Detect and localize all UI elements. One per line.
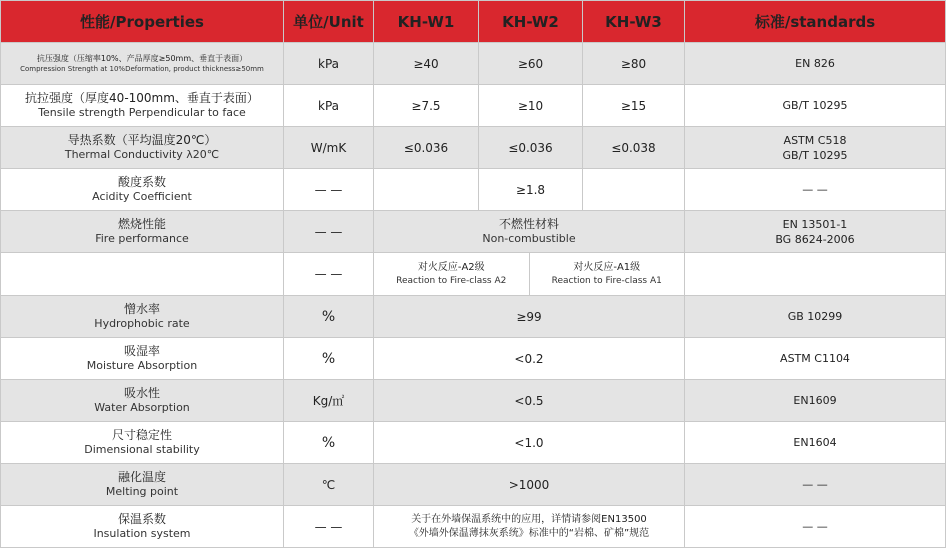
property-en: Acidity Coefficient: [92, 190, 192, 203]
reaction-class-split: [374, 253, 684, 295]
reaction-class-cell: [374, 253, 685, 296]
standard-line-2: BG 8624-2006: [775, 232, 855, 246]
property-zh: 憎水率: [123, 302, 160, 316]
unit-cell: — —: [284, 253, 374, 296]
fire-value-en: Non-combustible: [482, 232, 576, 245]
row-dimensional-stability: [1, 422, 946, 464]
kh-w2-value: ≤0.036: [479, 127, 583, 169]
unit-cell: Kg/㎡: [284, 380, 374, 422]
property-en: Thermal Conductivity λ20℃: [64, 148, 220, 161]
insulation-note-line-1: 关于在外墙保温系统中的应用，详情请参阅EN13500: [411, 513, 647, 525]
row-insulation-system: [1, 506, 946, 548]
standard-cell: — —: [685, 464, 946, 506]
property-zh: 吸湿率: [123, 344, 160, 358]
property-en: Tensile strength Perpendicular to face: [38, 106, 246, 119]
standard-cell: [685, 253, 946, 296]
standard-cell: [685, 211, 946, 253]
standard-cell: — —: [685, 169, 946, 211]
reaction-a2-en: Reaction to Fire-class A2: [396, 275, 507, 286]
property-zh: 燃烧性能: [117, 217, 166, 231]
property-en: Dimensional stability: [84, 443, 200, 456]
property-zh: 导热系数（平均温度20℃）: [67, 133, 217, 147]
reaction-a2-cell: [374, 253, 529, 295]
value-cell: >1000: [374, 464, 685, 506]
unit-cell: W/mK: [284, 127, 374, 169]
property-en: Fire performance: [95, 232, 189, 245]
standard-cell: EN1604: [685, 422, 946, 464]
kh-w3-value: ≤0.038: [583, 127, 685, 169]
property-zh: 融化温度: [117, 470, 166, 484]
row-moisture-absorption: [1, 338, 946, 380]
row-melting-point: [1, 464, 946, 506]
property-zh: 吸水性: [123, 386, 160, 400]
header-kh-w3: KH-W3: [583, 1, 685, 43]
property-en: Hydrophobic rate: [94, 317, 190, 330]
kh-w1-value: ≥7.5: [374, 85, 479, 127]
kh-w3-value: ≥15: [583, 85, 685, 127]
unit-cell: kPa: [284, 43, 374, 85]
standard-cell: GB 10299: [685, 296, 946, 338]
property-cell: [1, 338, 284, 380]
property-cell: [1, 253, 284, 296]
property-en: Water Absorption: [94, 401, 190, 414]
unit-cell: %: [284, 338, 374, 380]
property-zh: 酸度系数: [117, 175, 166, 189]
standard-line-1: EN 13501-1: [782, 217, 848, 231]
insulation-note-line-2: 《外墙外保温薄抹灰系统》标准中的“岩棉、矿棉”规范: [408, 527, 650, 539]
property-cell: [1, 296, 284, 338]
header-unit: 单位/Unit: [284, 1, 374, 43]
property-zh: 保温系数: [117, 512, 166, 526]
header-row: [1, 1, 946, 43]
property-zh: 抗压强度（压缩率10%、产品厚度≥50mm、垂直于表面）: [36, 53, 248, 63]
kh-w3-value: ≥80: [583, 43, 685, 85]
standard-cell: GB/T 10295: [685, 85, 946, 127]
header-kh-w2: KH-W2: [479, 1, 583, 43]
value-cell: <0.5: [374, 380, 685, 422]
standard-line-2: GB/T 10295: [782, 148, 848, 162]
property-en: Melting point: [105, 485, 179, 498]
row-reaction-to-fire: [1, 253, 946, 296]
standard-cell: ASTM C1104: [685, 338, 946, 380]
header-standards: 标准/standards: [685, 1, 946, 43]
unit-cell: %: [284, 296, 374, 338]
value-cell: ≥99: [374, 296, 685, 338]
property-cell: [1, 127, 284, 169]
kh-w3-value: [583, 169, 685, 211]
fire-value-zh: 不燃性材料: [498, 217, 559, 231]
row-thermal: [1, 127, 946, 169]
fire-value-cell: [374, 211, 685, 253]
unit-cell: kPa: [284, 85, 374, 127]
standard-cell: — —: [685, 506, 946, 548]
unit-cell: — —: [284, 506, 374, 548]
value-cell: <0.2: [374, 338, 685, 380]
kh-w2-value: ≥10: [479, 85, 583, 127]
kh-w1-value: ≤0.036: [374, 127, 479, 169]
row-acidity: [1, 169, 946, 211]
property-en: Insulation system: [93, 527, 191, 540]
property-cell: [1, 422, 284, 464]
header-property: 性能/Properties: [1, 1, 284, 43]
unit-cell: ℃: [284, 464, 374, 506]
property-en: Moisture Absorption: [86, 359, 198, 372]
insulation-note-cell: [374, 506, 685, 548]
reaction-a2-zh: 对火反应-A2级: [417, 261, 485, 273]
row-fire-performance: [1, 211, 946, 253]
property-cell: [1, 169, 284, 211]
property-cell: [1, 211, 284, 253]
property-cell: [1, 85, 284, 127]
property-cell: [1, 506, 284, 548]
property-zh: 抗拉强度（厚度40-100mm、垂直于表面）: [25, 91, 259, 105]
property-cell: [1, 464, 284, 506]
kh-w2-value: ≥1.8: [479, 169, 583, 211]
standard-cell: EN1609: [685, 380, 946, 422]
unit-cell: — —: [284, 211, 374, 253]
kh-w2-value: ≥60: [479, 43, 583, 85]
kh-w1-value: ≥40: [374, 43, 479, 85]
property-cell: [1, 43, 284, 85]
unit-cell: — —: [284, 169, 374, 211]
standard-cell: [685, 127, 946, 169]
reaction-a1-en: Reaction to Fire-class A1: [551, 275, 662, 286]
standard-line-1: ASTM C518: [783, 133, 847, 147]
reaction-a1-zh: 对火反应-A1级: [573, 261, 641, 273]
header-kh-w1: KH-W1: [374, 1, 479, 43]
reaction-a1-cell: [529, 253, 684, 295]
row-tensile: [1, 85, 946, 127]
property-en: Compression Strength at 10%Deformation, product thickness≥50mm: [20, 64, 264, 73]
property-cell: [1, 380, 284, 422]
property-zh: 尺寸稳定性: [111, 428, 172, 442]
unit-cell: %: [284, 422, 374, 464]
row-water-absorption: [1, 380, 946, 422]
row-compression: [1, 43, 946, 85]
value-cell: <1.0: [374, 422, 685, 464]
kh-w1-value: [374, 169, 479, 211]
standard-cell: EN 826: [685, 43, 946, 85]
row-hydrophobic: [1, 296, 946, 338]
